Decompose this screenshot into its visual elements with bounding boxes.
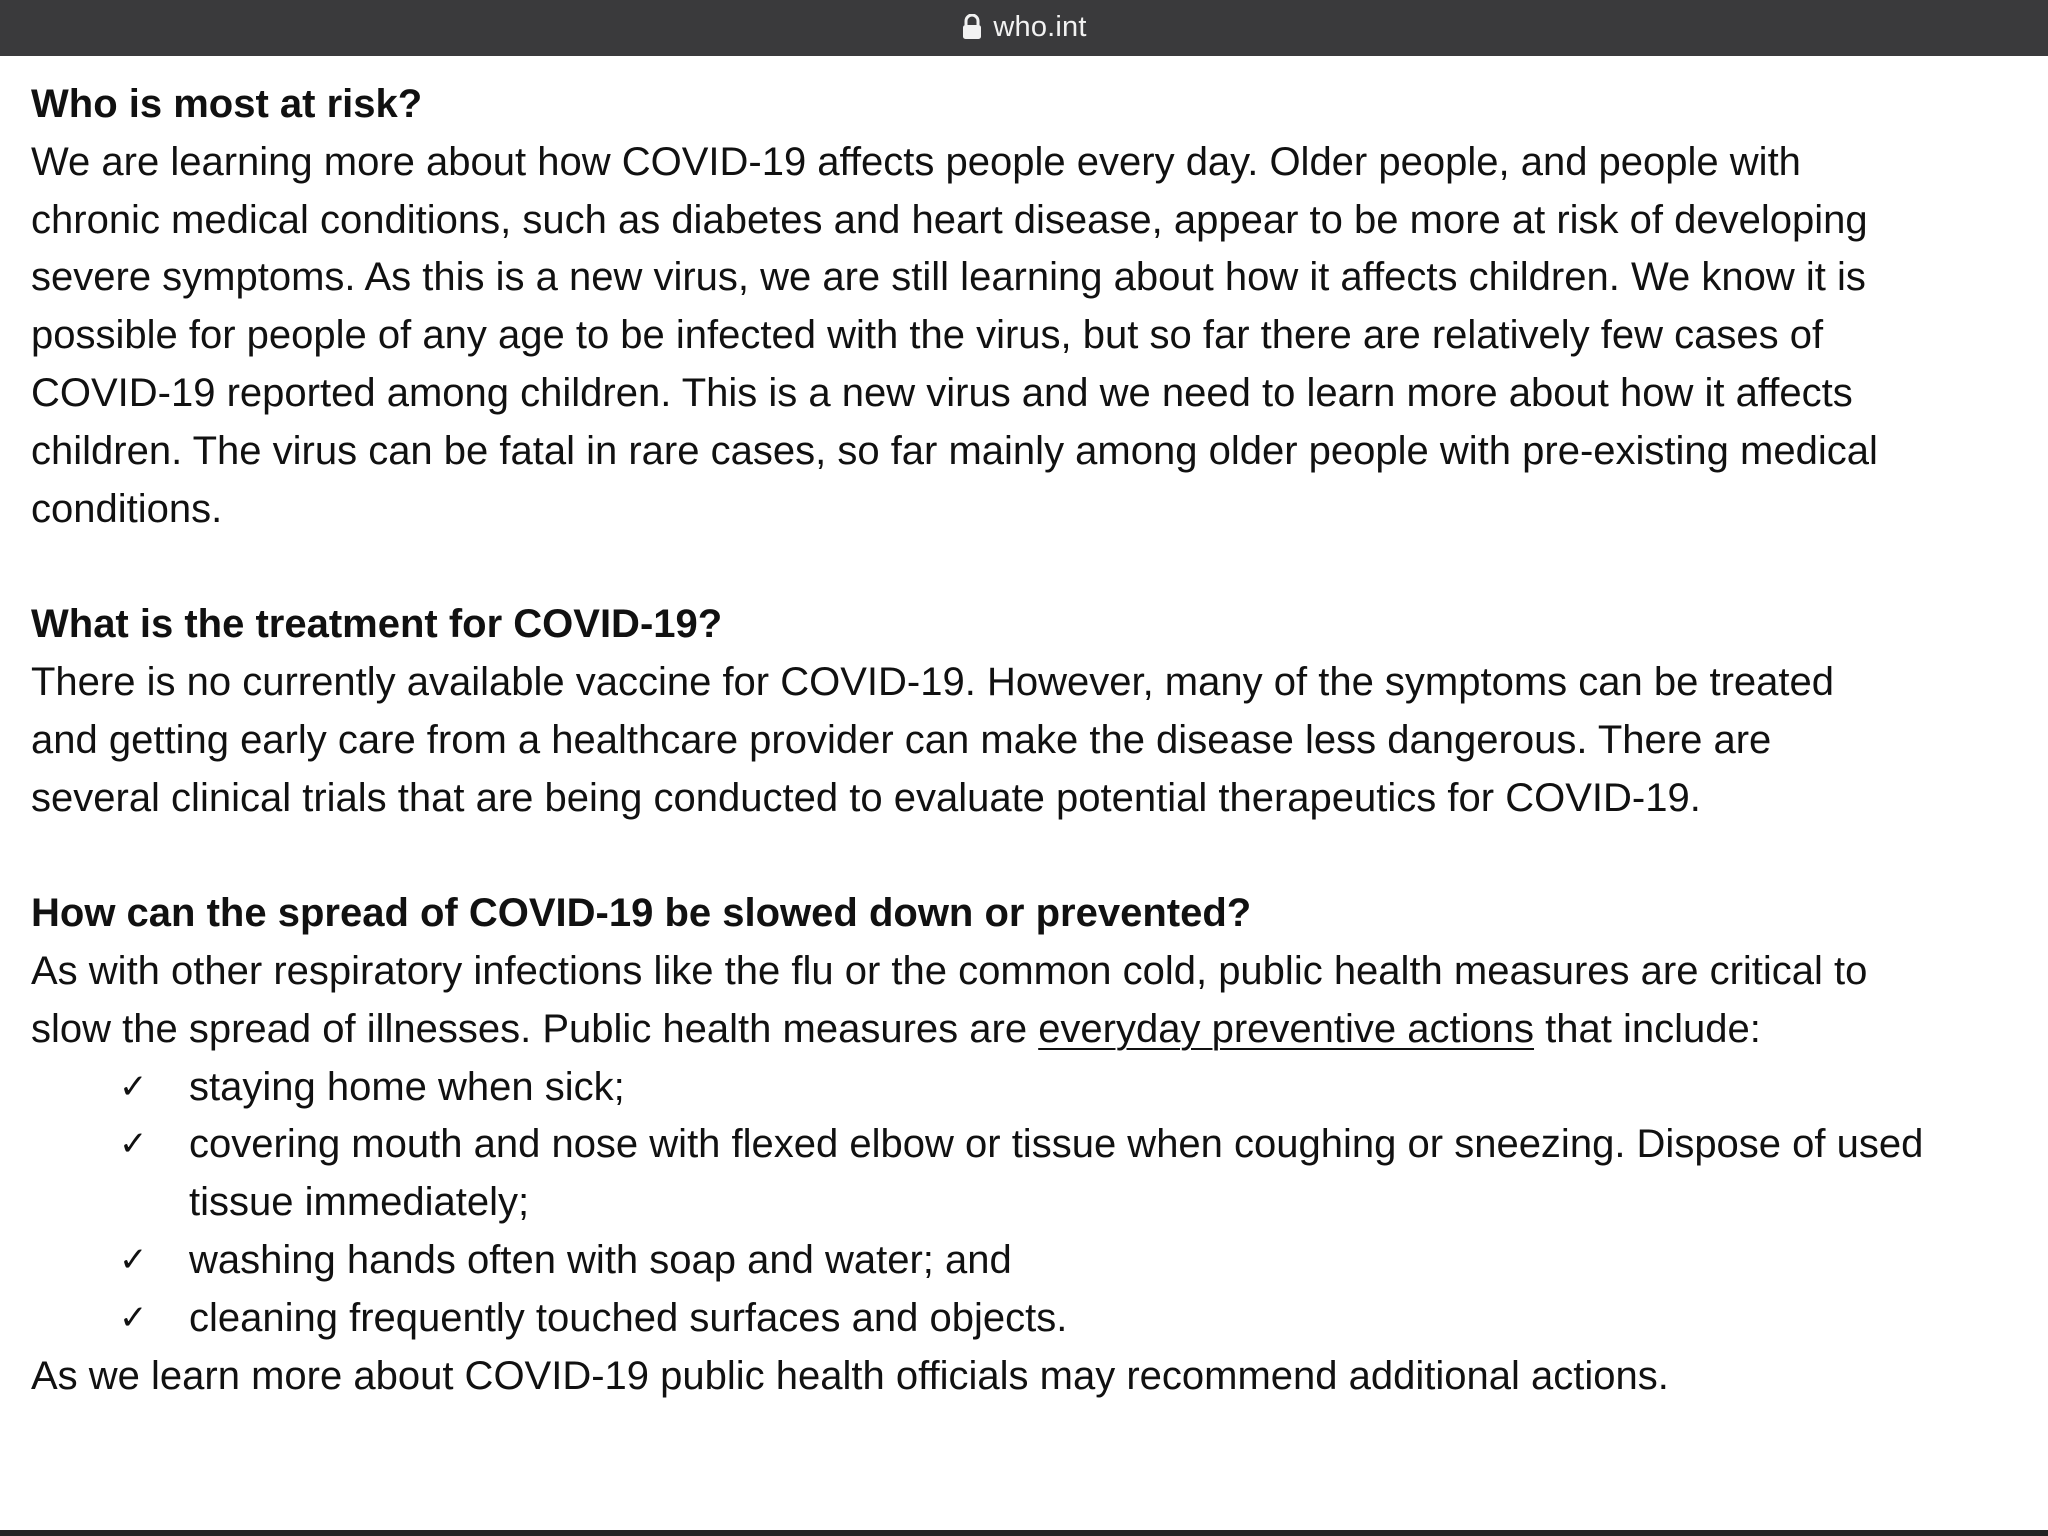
paragraph-text: that include: bbox=[1534, 1006, 1761, 1051]
lock-icon bbox=[961, 14, 983, 40]
paragraph-line: conditions. bbox=[31, 486, 223, 531]
list-item-text: covering mouth and nose with flexed elbow or tissue when coughing or sneezing. Dispose of used tissue immediately; bbox=[189, 1122, 1924, 1225]
paragraph-text: slow the spread of illnesses. Public health measures are bbox=[31, 1006, 1039, 1051]
prevention-paragraph bbox=[31, 943, 2041, 1059]
prevention-checklist bbox=[31, 1059, 2041, 1348]
url-display[interactable] bbox=[961, 11, 1086, 44]
list-item bbox=[31, 1232, 2041, 1290]
paragraph-line: We are learning more about how COVID-19 affects people every day. Older people, and people with bbox=[31, 139, 1801, 184]
heading-prevention: How can the spread of COVID-19 be slowed down or prevented? bbox=[31, 891, 1252, 936]
section-spacer bbox=[31, 827, 2041, 885]
paragraph-line bbox=[31, 1001, 2041, 1059]
paragraph-line: possible for people of any age to be infected with the virus, but so far there are relatively few cases of bbox=[31, 313, 1824, 358]
heading-treatment: What is the treatment for COVID-19? bbox=[31, 602, 723, 647]
checkmark-icon: ✓ bbox=[119, 1066, 148, 1107]
browser-address-bar[interactable] bbox=[0, 0, 2048, 56]
heading-who-is-at-risk: Who is most at risk? bbox=[31, 82, 423, 126]
url-text: who.int bbox=[993, 10, 1087, 43]
section-spacer bbox=[31, 538, 2041, 596]
risk-paragraph bbox=[31, 134, 2041, 539]
list-item-text: cleaning frequently touched surfaces and objects. bbox=[189, 1295, 1068, 1340]
list-item-text: staying home when sick; bbox=[189, 1064, 625, 1109]
treatment-paragraph bbox=[31, 654, 2041, 827]
checkmark-icon: ✓ bbox=[119, 1297, 148, 1338]
everyday-preventive-actions-link[interactable]: everyday preventive actions bbox=[1038, 1006, 1535, 1051]
paragraph-line: There is no currently available vaccine for COVID-19. However, many of the symptoms can be treated bbox=[31, 659, 1835, 704]
list-item bbox=[31, 1059, 2041, 1117]
article-content bbox=[31, 76, 2041, 1405]
checkmark-icon: ✓ bbox=[119, 1124, 148, 1165]
paragraph-line: As with other respiratory infections like the flu or the common cold, public health measures are critical to bbox=[31, 948, 1868, 993]
paragraph-line: and getting early care from a healthcare provider can make the disease less dangerous. There are bbox=[31, 717, 1772, 762]
paragraph-line: chronic medical conditions, such as diabetes and heart disease, appear to be more at risk of developing bbox=[31, 197, 1868, 242]
page-bottom-edge bbox=[0, 1530, 2048, 1536]
checkmark-icon: ✓ bbox=[119, 1239, 148, 1280]
list-item bbox=[31, 1116, 2041, 1232]
paragraph-line: severe symptoms. As this is a new virus, we are still learning about how it affects children. We know it is bbox=[31, 255, 1866, 300]
paragraph-line: children. The virus can be fatal in rare cases, so far mainly among older people with pre-existing medical bbox=[31, 428, 1878, 473]
paragraph-line: COVID-19 reported among children. This is a new virus and we need to learn more about how it affects bbox=[31, 370, 1853, 415]
list-item bbox=[31, 1290, 2041, 1348]
paragraph-line: several clinical trials that are being conducted to evaluate potential therapeutics for COVID-19. bbox=[31, 775, 1701, 820]
closing-line: As we learn more about COVID-19 public health officials may recommend additional actions. bbox=[31, 1353, 1669, 1398]
list-item-text: washing hands often with soap and water; and bbox=[189, 1237, 1012, 1282]
